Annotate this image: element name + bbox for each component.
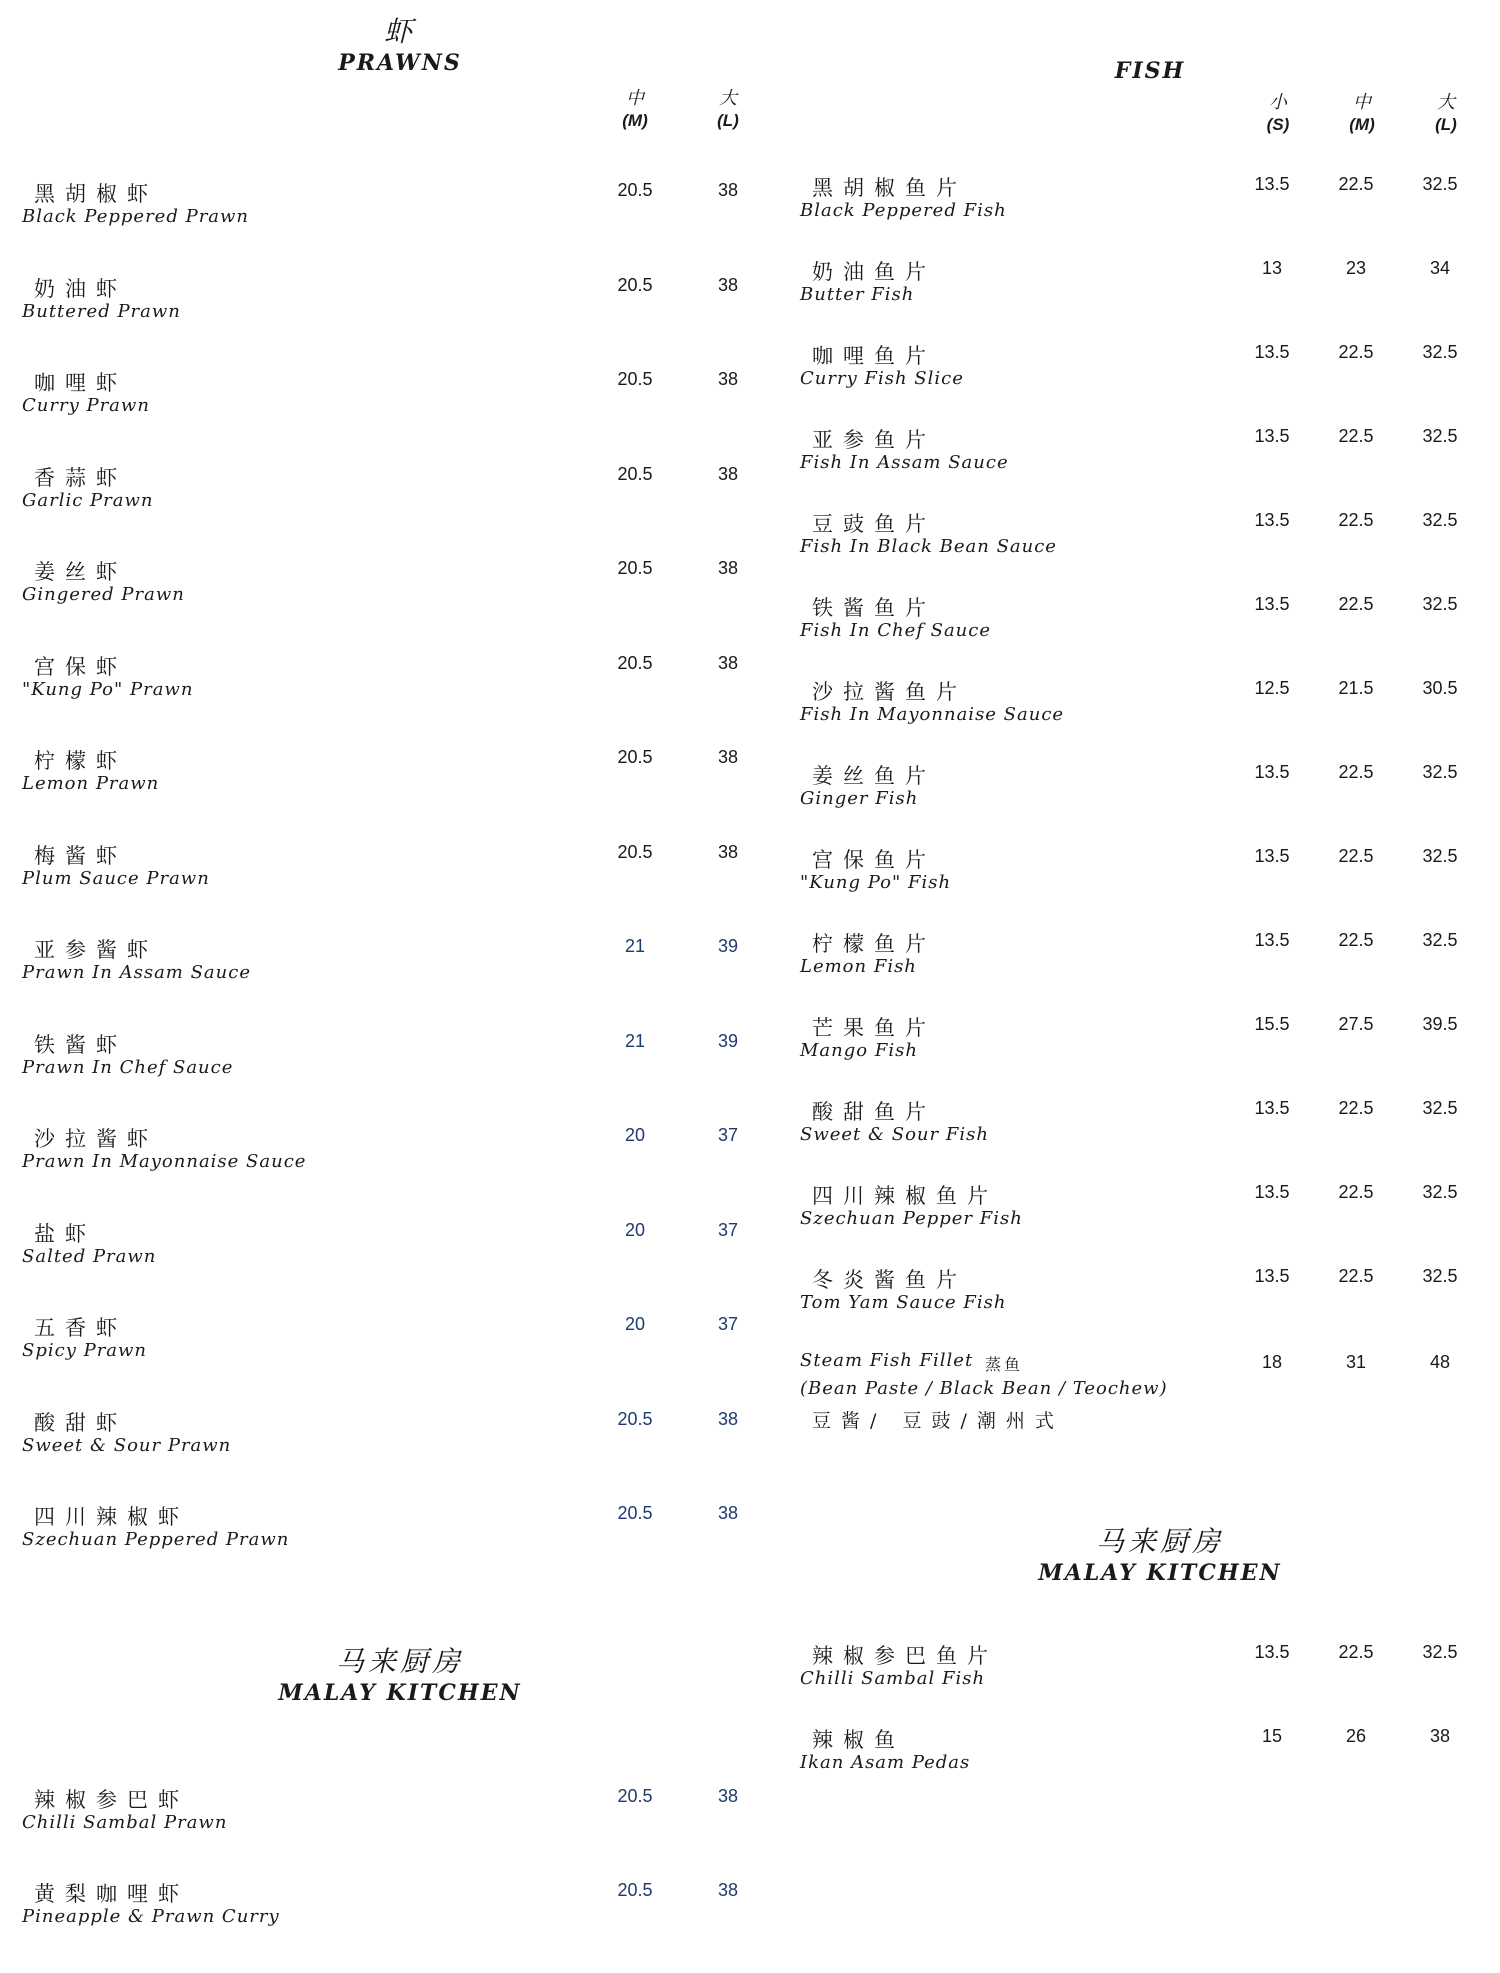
price-s: 13.5 bbox=[1254, 426, 1290, 446]
price-l: 32.5 bbox=[1422, 594, 1458, 614]
price-m: 20.5 bbox=[617, 1408, 653, 1429]
malay-fish-title-en: MALAY KITCHEN bbox=[1038, 1560, 1282, 1586]
price-s: 13.5 bbox=[1254, 174, 1290, 194]
price-l: 32.5 bbox=[1422, 342, 1458, 362]
item-name-zh: 五香虾 bbox=[34, 1316, 127, 1340]
price-m: 26 bbox=[1345, 1726, 1367, 1746]
item-name-en: Szechuan Pepper Fish bbox=[800, 1208, 1023, 1229]
price-m: 20 bbox=[624, 1314, 646, 1334]
menu-item bbox=[22, 934, 739, 994]
menu-item bbox=[800, 172, 1500, 232]
menu-item bbox=[800, 1012, 1500, 1072]
price-l: 38 bbox=[717, 463, 739, 484]
price-m: 22.5 bbox=[1338, 426, 1374, 446]
fish-title bbox=[1060, 58, 1240, 84]
item-name-zh: 四川辣椒虾 bbox=[34, 1505, 189, 1529]
item-name-zh: 冬炎酱鱼片 bbox=[812, 1268, 967, 1292]
steam-fish-price-s: 18 bbox=[1261, 1352, 1283, 1372]
menu-item bbox=[22, 1878, 739, 1938]
menu-item bbox=[800, 1180, 1500, 1240]
price-m: 20.5 bbox=[617, 558, 653, 578]
price-s: 13.5 bbox=[1254, 1182, 1290, 1202]
prawns-header-l: 大 (L) bbox=[717, 88, 739, 130]
malay-prawns-title bbox=[240, 1640, 560, 1706]
price-l: 32.5 bbox=[1422, 1642, 1458, 1662]
item-name-en: Black Peppered Prawn bbox=[22, 206, 250, 227]
price-m: 20.5 bbox=[617, 274, 653, 295]
steam-fish-name-zh: 蒸鱼 bbox=[985, 1355, 1024, 1374]
item-name-zh: 咖哩鱼片 bbox=[812, 344, 936, 368]
item-name-en: Chilli Sambal Fish bbox=[800, 1668, 986, 1689]
price-l: 38 bbox=[717, 1786, 739, 1806]
price-m: 20.5 bbox=[617, 1880, 653, 1900]
item-name-en: Chilli Sambal Prawn bbox=[22, 1812, 228, 1833]
steam-fish-item bbox=[800, 1350, 1500, 1470]
menu-item bbox=[800, 844, 1500, 904]
menu-item bbox=[22, 1501, 739, 1561]
menu-item bbox=[800, 1724, 1500, 1784]
price-l: 38 bbox=[717, 369, 739, 389]
menu-item bbox=[800, 340, 1500, 400]
price-s: 12.5 bbox=[1254, 678, 1290, 698]
price-m: 20 bbox=[624, 1219, 646, 1240]
price-s: 13.5 bbox=[1254, 594, 1290, 614]
price-m: 21 bbox=[624, 1030, 646, 1051]
price-m: 20 bbox=[624, 1125, 646, 1145]
menu-item bbox=[800, 592, 1500, 652]
price-m: 22.5 bbox=[1338, 1182, 1374, 1202]
price-m: 22.5 bbox=[1338, 1098, 1374, 1118]
item-name-zh: 姜丝鱼片 bbox=[812, 764, 936, 788]
price-l: 38 bbox=[1429, 1726, 1451, 1746]
item-name-en: Sweet & Sour Prawn bbox=[22, 1434, 232, 1456]
item-name-en: Fish In Mayonnaise Sauce bbox=[800, 704, 1065, 725]
price-l: 32.5 bbox=[1422, 510, 1458, 530]
price-m: 20.5 bbox=[617, 652, 653, 673]
price-s: 13.5 bbox=[1254, 1266, 1290, 1286]
price-m: 22.5 bbox=[1338, 510, 1374, 530]
item-name-zh: 梅酱虾 bbox=[34, 843, 127, 868]
item-name-en: Curry Fish Slice bbox=[800, 368, 964, 389]
price-m: 27.5 bbox=[1338, 1014, 1374, 1034]
price-s: 13.5 bbox=[1254, 930, 1290, 950]
item-name-zh: 姜丝虾 bbox=[34, 560, 127, 584]
price-m: 20.5 bbox=[617, 1786, 653, 1806]
menu-item bbox=[22, 1312, 739, 1372]
price-l: 37 bbox=[717, 1219, 739, 1240]
menu-item bbox=[800, 424, 1500, 484]
malay-prawns-title-zh: 马来厨房 bbox=[335, 1645, 464, 1678]
item-name-zh: 豆豉鱼片 bbox=[812, 512, 936, 536]
item-name-zh: 辣椒参巴鱼片 bbox=[812, 1644, 998, 1668]
item-name-en: Buttered Prawn bbox=[22, 300, 181, 322]
price-l: 38 bbox=[717, 747, 739, 767]
item-name-en: Lemon Prawn bbox=[22, 773, 160, 794]
menu-item bbox=[22, 1407, 739, 1467]
item-name-zh: 亚参酱虾 bbox=[34, 938, 158, 962]
item-name-zh: 亚参鱼片 bbox=[812, 428, 936, 452]
item-name-en: Ikan Asam Pedas bbox=[800, 1752, 971, 1773]
item-name-en: Garlic Prawn bbox=[22, 489, 154, 511]
item-name-en: Prawn In Assam Sauce bbox=[22, 962, 251, 983]
prawns-title-en: PRAWNS bbox=[338, 50, 462, 76]
item-name-en: Prawn In Chef Sauce bbox=[22, 1056, 234, 1078]
price-l: 32.5 bbox=[1422, 1182, 1458, 1202]
prawns-title bbox=[250, 10, 550, 76]
item-name-zh: 黑胡椒鱼片 bbox=[812, 176, 967, 200]
price-l: 37 bbox=[717, 1125, 739, 1145]
item-name-zh: 柠檬虾 bbox=[34, 749, 127, 773]
item-name-en: Salted Prawn bbox=[22, 1245, 157, 1267]
fish-header-m: 中 (M) bbox=[1349, 92, 1375, 134]
steam-fish-options-zh: 豆酱/ 豆豉/潮州式 bbox=[812, 1410, 1064, 1432]
price-m: 22.5 bbox=[1338, 930, 1374, 950]
price-l: 32.5 bbox=[1422, 762, 1458, 782]
steam-fish-price-l: 48 bbox=[1429, 1352, 1451, 1372]
fish-title-en: FISH bbox=[1114, 58, 1186, 84]
price-m: 23 bbox=[1345, 258, 1367, 278]
menu-item bbox=[22, 1218, 739, 1278]
item-name-zh: 奶油鱼片 bbox=[812, 260, 936, 284]
price-l: 39 bbox=[717, 936, 739, 956]
steam-fish-options: (Bean Paste / Black Bean / Teochew) bbox=[800, 1378, 1168, 1399]
menu-item bbox=[22, 1784, 739, 1844]
price-m: 20.5 bbox=[617, 180, 653, 200]
price-m: 22.5 bbox=[1338, 762, 1374, 782]
menu-item bbox=[22, 178, 739, 238]
price-l: 32.5 bbox=[1422, 174, 1458, 194]
item-name-en: "Kung Po" Prawn bbox=[22, 678, 194, 700]
item-name-zh: 香蒜虾 bbox=[34, 465, 127, 490]
price-m: 22.5 bbox=[1338, 1266, 1374, 1286]
price-l: 38 bbox=[717, 1503, 739, 1523]
fish-header-s: 小 (S) bbox=[1266, 92, 1290, 134]
price-m: 20.5 bbox=[617, 747, 653, 767]
price-m: 22.5 bbox=[1338, 846, 1374, 866]
item-name-zh: 辣椒鱼 bbox=[812, 1728, 905, 1752]
price-s: 13.5 bbox=[1254, 846, 1290, 866]
menu-item bbox=[22, 556, 739, 616]
price-s: 13.5 bbox=[1254, 342, 1290, 362]
price-m: 22.5 bbox=[1338, 174, 1374, 194]
price-l: 34 bbox=[1429, 258, 1451, 278]
menu-item bbox=[22, 1029, 739, 1089]
menu-item bbox=[800, 1264, 1500, 1324]
price-l: 32.5 bbox=[1422, 930, 1458, 950]
item-name-en: Fish In Assam Sauce bbox=[800, 452, 1009, 473]
price-l: 38 bbox=[717, 1880, 739, 1900]
item-name-zh: 柠檬鱼片 bbox=[812, 932, 936, 956]
item-name-en: Prawn In Mayonnaise Sauce bbox=[22, 1151, 307, 1172]
item-name-en: Fish In Chef Sauce bbox=[800, 620, 992, 641]
menu-item bbox=[800, 508, 1500, 568]
price-l: 39 bbox=[717, 1030, 739, 1051]
price-s: 15.5 bbox=[1254, 1014, 1290, 1034]
item-name-zh: 咖哩虾 bbox=[34, 371, 127, 395]
price-m: 20.5 bbox=[617, 1503, 653, 1523]
item-name-zh: 酸甜鱼片 bbox=[812, 1100, 936, 1124]
item-name-en: Fish In Black Bean Sauce bbox=[800, 536, 1057, 557]
item-name-zh: 铁酱虾 bbox=[34, 1032, 127, 1057]
price-l: 38 bbox=[717, 180, 739, 200]
steam-fish-name: Steam Fish Fillet bbox=[800, 1350, 974, 1371]
menu-item bbox=[22, 273, 739, 333]
item-name-zh: 铁酱鱼片 bbox=[812, 596, 936, 620]
price-l: 38 bbox=[717, 1408, 739, 1429]
prawns-header-m: 中 (M) bbox=[622, 88, 648, 130]
menu-item bbox=[22, 651, 739, 711]
menu-item bbox=[22, 840, 739, 900]
price-l: 32.5 bbox=[1422, 846, 1458, 866]
price-s: 15 bbox=[1261, 1726, 1283, 1746]
item-name-en: Szechuan Peppered Prawn bbox=[22, 1529, 290, 1550]
menu-item bbox=[800, 1096, 1500, 1156]
menu-item bbox=[800, 760, 1500, 820]
malay-fish-title-zh: 马来厨房 bbox=[1095, 1525, 1224, 1558]
item-name-zh: 黄梨咖哩虾 bbox=[34, 1882, 189, 1906]
item-name-en: Black Peppered Fish bbox=[800, 200, 1007, 221]
menu-item bbox=[800, 256, 1500, 316]
item-name-zh: 宫保鱼片 bbox=[812, 848, 936, 872]
malay-fish-title bbox=[1000, 1520, 1320, 1586]
menu-item bbox=[22, 745, 739, 805]
price-m: 22.5 bbox=[1338, 342, 1374, 362]
menu-item bbox=[800, 1640, 1500, 1700]
item-name-zh: 黑胡椒虾 bbox=[34, 182, 158, 206]
price-s: 13.5 bbox=[1254, 510, 1290, 530]
price-l: 32.5 bbox=[1422, 1266, 1458, 1286]
item-name-en: Curry Prawn bbox=[22, 395, 150, 416]
steam-fish-price-m: 31 bbox=[1345, 1352, 1367, 1372]
item-name-zh: 辣椒参巴虾 bbox=[34, 1788, 189, 1812]
price-m: 22.5 bbox=[1338, 1642, 1374, 1662]
price-s: 13 bbox=[1261, 258, 1283, 278]
price-l: 37 bbox=[717, 1314, 739, 1334]
item-name-zh: 四川辣椒鱼片 bbox=[812, 1184, 998, 1208]
price-l: 32.5 bbox=[1422, 426, 1458, 446]
item-name-zh: 酸甜虾 bbox=[34, 1410, 127, 1435]
price-m: 20.5 bbox=[617, 369, 653, 389]
price-m: 21 bbox=[624, 936, 646, 956]
item-name-zh: 宫保虾 bbox=[34, 654, 127, 679]
item-name-en: "Kung Po" Fish bbox=[800, 872, 952, 893]
prawns-title-zh: 虾 bbox=[383, 15, 416, 48]
price-m: 21.5 bbox=[1338, 678, 1374, 698]
item-name-en: Tom Yam Sauce Fish bbox=[800, 1292, 1007, 1313]
item-name-zh: 奶油虾 bbox=[34, 276, 127, 301]
item-name-zh: 芒果鱼片 bbox=[812, 1016, 936, 1040]
price-l: 38 bbox=[717, 558, 739, 578]
menu-item bbox=[800, 676, 1500, 736]
price-l: 38 bbox=[717, 274, 739, 295]
price-s: 13.5 bbox=[1254, 762, 1290, 782]
item-name-zh: 沙拉酱虾 bbox=[34, 1127, 158, 1151]
price-l: 38 bbox=[717, 652, 739, 673]
item-name-en: Mango Fish bbox=[800, 1040, 918, 1061]
item-name-zh: 沙拉酱鱼片 bbox=[812, 680, 967, 704]
price-s: 13.5 bbox=[1254, 1642, 1290, 1662]
price-l: 39.5 bbox=[1422, 1014, 1458, 1034]
item-name-en: Ginger Fish bbox=[800, 788, 919, 809]
item-name-en: Spicy Prawn bbox=[22, 1340, 148, 1361]
price-l: 32.5 bbox=[1422, 1098, 1458, 1118]
price-m: 22.5 bbox=[1338, 594, 1374, 614]
menu-item bbox=[22, 367, 739, 427]
item-name-en: Butter Fish bbox=[800, 284, 915, 305]
item-name-en: Lemon Fish bbox=[800, 956, 917, 977]
item-name-en: Sweet & Sour Fish bbox=[800, 1124, 989, 1145]
item-name-en: Plum Sauce Prawn bbox=[22, 867, 210, 889]
price-l: 38 bbox=[717, 841, 739, 862]
fish-header-l: 大 (L) bbox=[1435, 92, 1457, 134]
malay-prawns-title-en: MALAY KITCHEN bbox=[278, 1680, 522, 1706]
price-m: 20.5 bbox=[617, 463, 653, 484]
price-m: 20.5 bbox=[617, 841, 653, 862]
price-l: 30.5 bbox=[1422, 678, 1458, 698]
item-name-zh: 盐虾 bbox=[34, 1221, 96, 1246]
item-name-en: Gingered Prawn bbox=[22, 584, 185, 605]
menu-item bbox=[800, 928, 1500, 988]
item-name-en: Pineapple & Prawn Curry bbox=[22, 1906, 280, 1927]
menu-item bbox=[22, 462, 739, 522]
menu-item bbox=[22, 1123, 739, 1183]
price-s: 13.5 bbox=[1254, 1098, 1290, 1118]
